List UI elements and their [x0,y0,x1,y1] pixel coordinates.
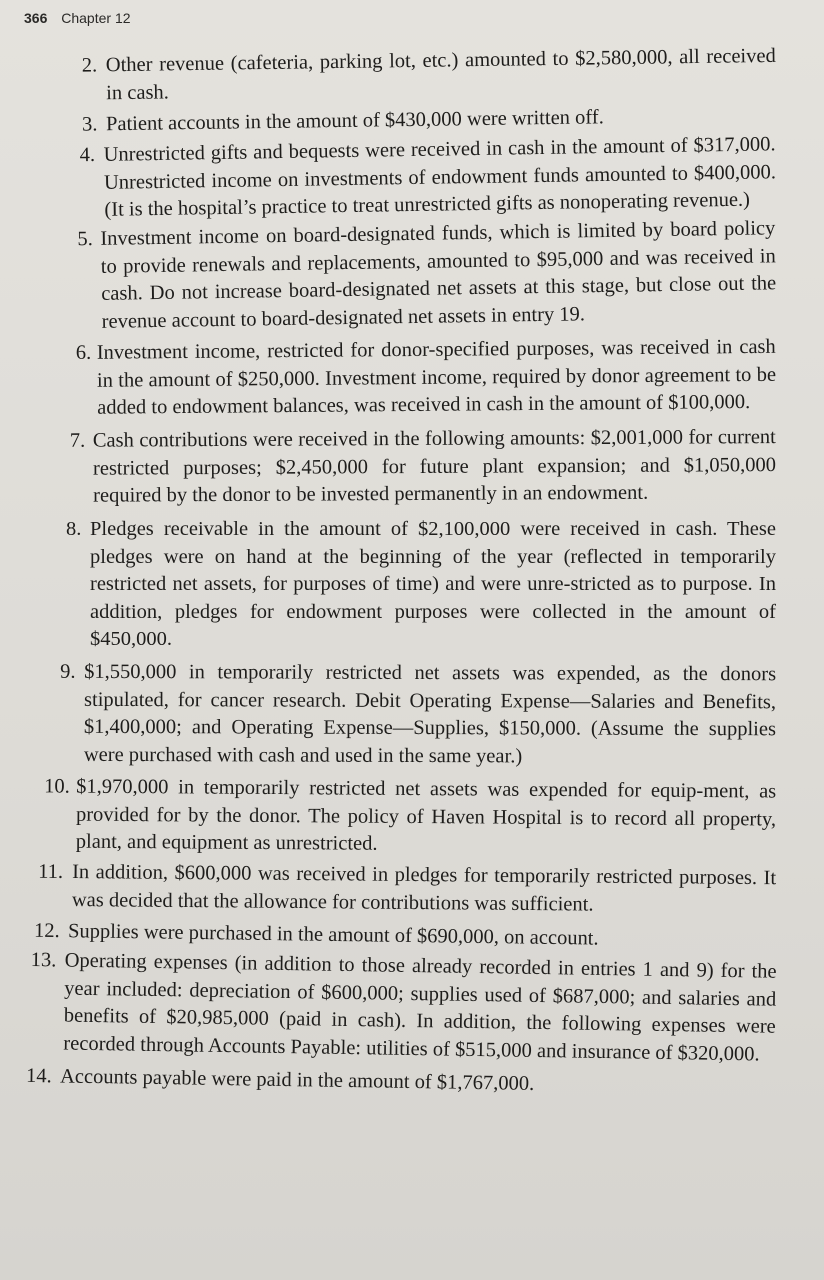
item-text: Investment income on board-designated funds, which is limited by board policy to provide renewals and replacements, amounted to $95,000 and was received in cash. Do not increase board-designated net assets at this stage, but close out the revenue account to board-designated net assets in entry 19. [100,217,777,333]
list-item [0,333,824,423]
list-item [0,423,824,510]
list-item [0,858,824,920]
item-number: 11. [38,860,64,883]
item-text: Investment income, restricted for donor-specified purposes, was received in cash in the amount of $250,000. Investment income, required by donor agreement to be added to endowment balances, was received in cash in the amount of $100,000. [96,335,777,419]
item-number: 8. [66,518,82,540]
item-text: Other revenue (cafeteria, parking lot, etc.) amounted to $2,580,000, all received in cash. [105,44,776,104]
item-text: In addition, $600,000 was received in pledges for temporarily restricted purposes. It was decided that the allowance for contributions was sufficient. [71,861,777,916]
chapter-title: Chapter 12 [61,10,131,26]
list-item [0,1062,824,1102]
item-number: 3. [81,113,98,136]
item-number: 6. [75,341,92,364]
list-item [0,42,824,108]
item-number: 9. [60,660,76,683]
item-number: 14. [25,1064,52,1087]
item-number: 13. [30,948,57,971]
list-item [0,215,824,338]
list-item [0,130,824,225]
item-number: 7. [69,429,86,452]
item-number: 12. [33,919,60,943]
item-text: Pledges receivable in the amount of $2,100,000 were received in cash. These pledges were on hand at the beginning of the year (reflected in temporarily restricted net assets, for purposes of time) and were unre-stricted as to purpose. In addition, pledges for endowment purposes were collected in the amount of $450,000. [90,518,776,650]
item-text: Cash contributions were received in the following amounts: $2,001,000 for current restricted purposes; $2,450,000 for future plant expansion; and $1,050,000 required by the donor to be invested permanently in an endowment. [92,425,777,507]
item-text: Patient accounts in the amount of $430,000 were written off. [105,106,604,136]
item-number: 10. [44,774,70,798]
item-text: Accounts payable were paid in the amount of $1,767,000. [59,1064,535,1095]
item-text: Unrestricted gifts and bequests were received in cash in the amount of $317,000. Unrestricted income on investments of endowment funds amounted to $400,000. (It is the hospital’s practice to treat unrestricted gifts as nonoperating revenue.) [103,132,777,221]
list-item [0,658,824,771]
item-text: Supplies were purchased in the amount of $690,000, on account. [67,920,599,950]
item-number: 5. [77,228,93,251]
running-head [24,10,131,26]
exercise-list [0,44,824,1098]
page-number: 366 [24,10,48,26]
item-text: Operating expenses (in addition to those already recorded in entries 1 and 9) for the year included: depreciation of $600,000; supplies used of $687,000; and salaries and benefits of $20,985,000 (paid in cash). In addition, the following expenses were recorded through Accounts Payable: utilities of $515,000 and insurance of $320,000. [63,949,777,1065]
list-item [0,516,824,654]
item-text: $1,550,000 in temporarily restricted net assets was expended, as the donors stipulated, for cancer research. Debit Operating Expense—Salaries and Benefits, $1,400,000; and Operating Expense—Supplies, $150,000. (Assume the supplies were purchased with cash and used in the same year.) [83,660,777,767]
item-text: $1,970,000 in temporarily restricted net assets was expended for equip-ment, as provided for by the donor. The policy of Haven Hospital is to record all property, plant, and equipment as unrestricted. [75,775,777,855]
item-number: 4. [79,143,96,166]
item-number: 2. [81,54,98,77]
list-item [0,773,824,861]
list-item [0,946,824,1069]
